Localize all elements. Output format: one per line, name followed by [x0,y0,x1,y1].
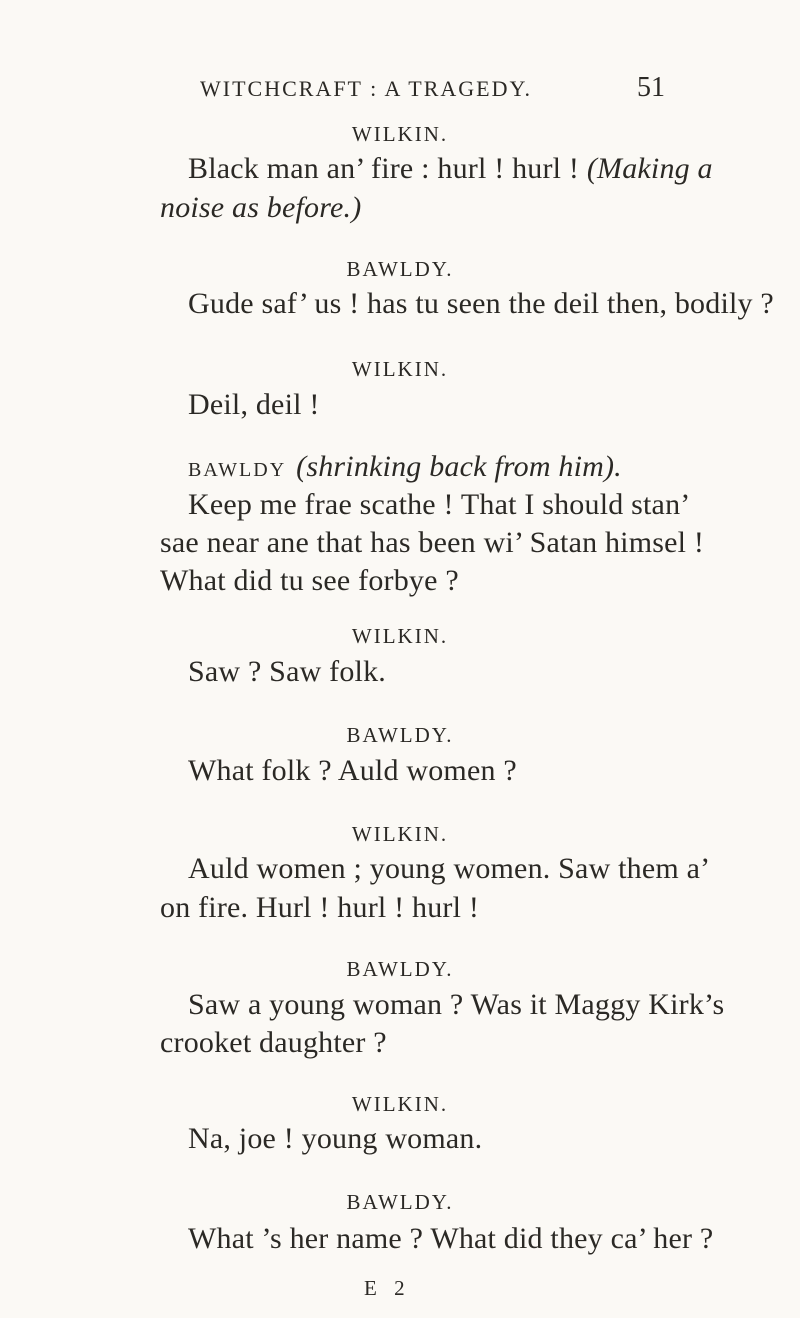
speaker-with-direction [188,450,748,484]
speaker-name: BAWLDY. [346,723,454,747]
speaker-name: BAWLDY. [346,957,454,981]
dialogue-line [188,152,748,186]
dialogue-line: Auld women ; young women. Saw them a’ [188,852,711,885]
speaker-name: WILKIN. [351,1092,449,1116]
dialogue-line: Deil, deil ! [188,388,320,421]
dialogue-line: Saw ? Saw folk. [188,655,386,688]
speaker-name: BAWLDY. [346,1190,454,1214]
stage-direction [160,191,720,225]
dialogue-line: Gude saf’ us ! has tu seen the deil then, bodily ? [188,287,774,320]
dialogue-line: Na, joe ! young woman. [188,1122,483,1155]
stage-direction: (shrinking back from him). [296,450,622,483]
dialogue-line: sae near ane that has been wi’ Satan himsel ! [160,526,705,559]
speaker-name: BAWLDY [188,459,287,481]
dialogue-line: What folk ? Auld women ? [188,754,517,787]
signature-mark: E 2 [364,1276,411,1300]
dialogue-line: What did tu see forbye ? [160,564,459,597]
dialogue-text: Black man an’ fire : hurl ! hurl ! [188,152,587,185]
dialogue-line: on fire. Hurl ! hurl ! hurl ! [160,891,480,924]
stage-direction: (Making a [586,152,713,185]
running-title: WITCHCRAFT : A TRAGEDY. [200,76,533,101]
speaker-name: WILKIN. [351,822,449,846]
speaker-name: WILKIN. [351,122,449,146]
page-number: 51 [637,72,665,103]
dialogue-line: What ’s her name ? What did they ca’ her ? [188,1222,714,1255]
dialogue-line: Keep me frae scathe ! That I should stan’ [188,488,691,521]
speaker-name: WILKIN. [351,624,449,648]
dialogue-line: Saw a young woman ? Was it Maggy Kirk’s [188,988,725,1021]
speaker-name: WILKIN. [351,357,449,381]
dialogue-line: crooket daughter ? [160,1026,387,1059]
stage-direction-text: noise as before.) [160,191,362,224]
speaker-name: BAWLDY. [346,257,454,281]
